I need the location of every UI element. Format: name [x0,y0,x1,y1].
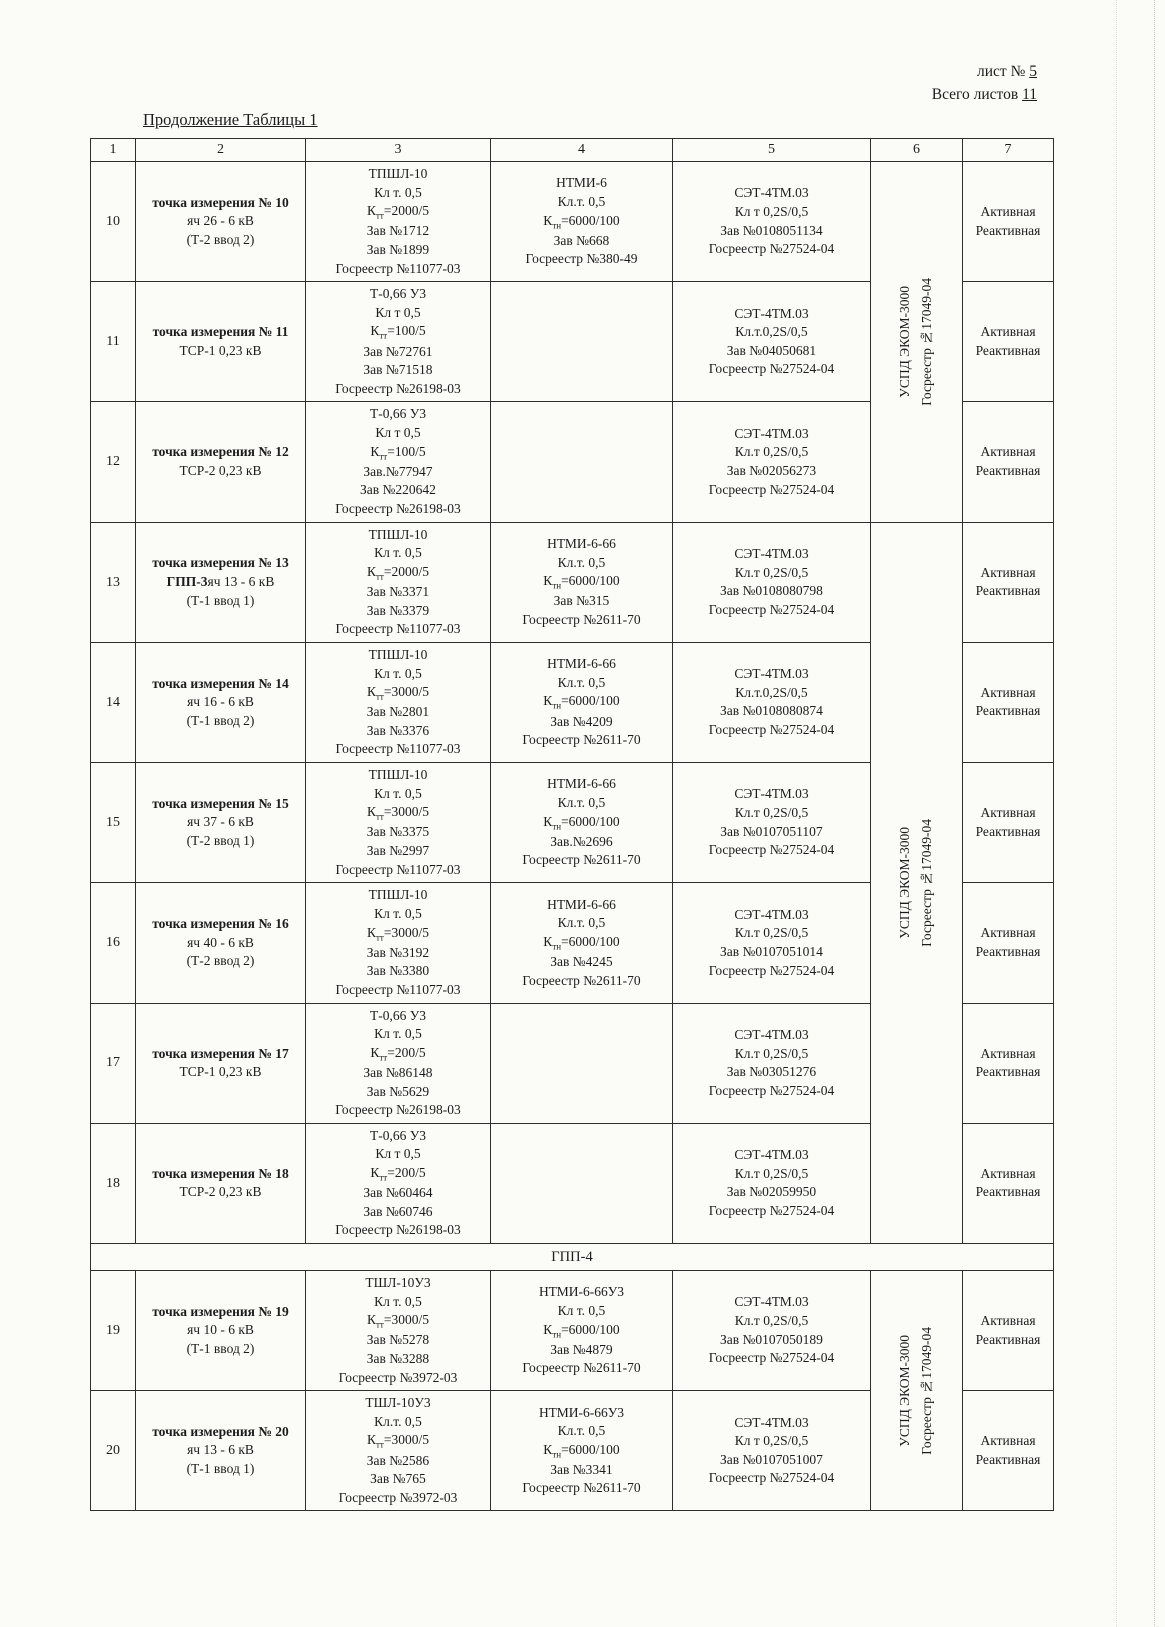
energy-type-cell: Активная Реактивная [963,763,1054,883]
current-transformer-cell: ТШЛ-10У3 Кл т. 0,5 $К_{тт}=3000/5$ Зав №5278 Зав №3288 Госреестр №3972-03 [306,1270,491,1390]
meter-cell: СЭТ-4ТМ.03 Кл т 0,2S/0,5 Зав №0107051007 Госреестр №27524-04 [673,1391,871,1511]
voltage-transformer-cell [491,1003,673,1123]
current-transformer-cell: ТПШЛ-10 Кл т. 0,5 $К_{тт}=3000/5$ Зав №3192 Зав №3380 Госреестр №11077-03 [306,883,491,1003]
current-transformer-cell: Т-0,66 У3 Кл т 0,5 $К_{тт}=200/5$ Зав №60464 Зав №60746 Госреестр №26198-03 [306,1123,491,1243]
energy-type-cell: Активная Реактивная [963,402,1054,522]
row-number-cell: 19 [91,1270,136,1390]
voltage-transformer-cell: НТМИ-6-66 Кл.т. 0,5 $К_{тн}=6000/100$ Зав №4209 Госреестр №2611-70 [491,642,673,762]
measurement-point-cell: точка измерения № 11 ТСР-1 0,23 кВ [136,282,306,402]
row-number-cell: 14 [91,642,136,762]
table-row [91,1270,1054,1390]
voltage-transformer-cell [491,1123,673,1243]
column-number-header: 1 [91,139,136,162]
energy-type-cell: Активная Реактивная [963,883,1054,1003]
sheet-info [932,60,1037,107]
column-number-header: 4 [491,139,673,162]
meter-cell: СЭТ-4ТМ.03 Кл.т 0,2S/0,5 Зав №02059950 Госреестр №27524-04 [673,1123,871,1243]
measurement-point-cell: точка измерения № 12 ТСР-2 0,23 кВ [136,402,306,522]
measurement-table [90,138,1054,1511]
uspd-registry-label: Госреестр №17049-04 [919,277,934,406]
voltage-transformer-cell: НТМИ-6-66 Кл.т. 0,5 $К_{тн}=6000/100$ Зав №315 Госреестр №2611-70 [491,522,673,642]
meter-cell: СЭТ-4ТМ.03 Кл.т 0,2S/0,5 Зав №0107051014 Госреестр №27524-04 [673,883,871,1003]
current-transformer-cell: ТШЛ-10У3 Кл.т. 0,5 $К_{тт}=3000/5$ Зав №2586 Зав №765 Госреестр №3972-03 [306,1391,491,1511]
scan-artifact-line [1116,0,1117,1627]
uspd-cell [871,522,963,1243]
table-body [91,162,1054,1511]
table-title-text: Продолжение Таблицы 1 [143,110,318,129]
meter-cell: СЭТ-4ТМ.03 Кл.т 0,2S/0,5 Зав №0107051107 Госреестр №27524-04 [673,763,871,883]
current-transformer-cell: ТПШЛ-10 Кл т. 0,5 $К_{тт}=2000/5$ Зав №1712 Зав №1899 Госреестр №11077-03 [306,162,491,282]
scan-artifact-line [1154,0,1155,1627]
uspd-registry-label: Госреестр №17049-04 [919,1326,934,1455]
current-transformer-cell: Т-0,66 У3 Кл т 0,5 $К_{тт}=100/5$ Зав.№77947 Зав №220642 Госреестр №26198-03 [306,402,491,522]
energy-type-cell: Активная Реактивная [963,522,1054,642]
uspd-registry-label: Госреестр №17049-04 [919,818,934,947]
meter-cell: СЭТ-4ТМ.03 Кл.т 0,2S/0,5 Зав №0107050189 Госреестр №27524-04 [673,1270,871,1390]
voltage-transformer-cell: НТМИ-6-66 Кл.т. 0,5 $К_{тн}=6000/100$ Зав №4245 Госреестр №2611-70 [491,883,673,1003]
sheet-number: 5 [1029,63,1037,80]
column-number-row [91,139,1054,162]
table-row [91,522,1054,642]
energy-type-cell: Активная Реактивная [963,1391,1054,1511]
energy-type-cell: Активная Реактивная [963,642,1054,762]
measurement-point-cell: точка измерения № 10 яч 26 - 6 кВ (Т-2 ввод 2) [136,162,306,282]
section-row [91,1243,1054,1270]
measurement-point-cell: точка измерения № 15 яч 37 - 6 кВ (Т-2 ввод 1) [136,763,306,883]
uspd-device-label: УСПД ЭКОМ-3000 [897,285,913,398]
column-number-header: 5 [673,139,871,162]
measurement-point-cell: точка измерения № 17 ТСР-1 0,23 кВ [136,1003,306,1123]
table-title [143,110,318,130]
table-row [91,162,1054,282]
meter-cell: СЭТ-4ТМ.03 Кл.т.0,2S/0,5 Зав №04050681 Госреестр №27524-04 [673,282,871,402]
meter-cell: СЭТ-4ТМ.03 Кл.т 0,2S/0,5 Зав №0108080798 Госреестр №27524-04 [673,522,871,642]
column-number-header: 2 [136,139,306,162]
total-sheets-label: Всего листов [931,86,1019,104]
row-number-cell: 15 [91,763,136,883]
measurement-point-cell: точка измерения № 16 яч 40 - 6 кВ (Т-2 ввод 2) [136,883,306,1003]
energy-type-cell: Активная Реактивная [963,162,1054,282]
row-number-cell: 18 [91,1123,136,1243]
current-transformer-cell: Т-0,66 У3 Кл т 0,5 $К_{тт}=100/5$ Зав №72761 Зав №71518 Госреестр №26198-03 [306,282,491,402]
row-number-cell: 11 [91,282,136,402]
current-transformer-cell: Т-0,66 У3 Кл т. 0,5 $К_{тт}=200/5$ Зав №86148 Зав №5629 Госреестр №26198-03 [306,1003,491,1123]
current-transformer-cell: ТПШЛ-10 Кл т. 0,5 $К_{тт}=3000/5$ Зав №2801 Зав №3376 Госреестр №11077-03 [306,642,491,762]
measurement-point-cell: точка измерения № 20 яч 13 - 6 кВ (Т-1 ввод 1) [136,1391,306,1511]
column-number-header: 3 [306,139,491,162]
current-transformer-cell: ТПШЛ-10 Кл т. 0,5 $К_{тт}=2000/5$ Зав №3371 Зав №3379 Госреестр №11077-03 [306,522,491,642]
measurement-point-cell: точка измерения № 19 яч 10 - 6 кВ (Т-1 ввод 2) [136,1270,306,1390]
meter-cell: СЭТ-4ТМ.03 Кл.т 0,2S/0,5 Зав №02056273 Госреестр №27524-04 [673,402,871,522]
column-number-header: 7 [963,139,1054,162]
row-number-cell: 17 [91,1003,136,1123]
total-sheets-line [932,83,1037,106]
section-header: ГПП-4 [91,1243,1054,1270]
voltage-transformer-cell: НТМИ-6-66 Кл.т. 0,5 $К_{тн}=6000/100$ Зав.№2696 Госреестр №2611-70 [491,763,673,883]
energy-type-cell: Активная Реактивная [963,1123,1054,1243]
uspd-device-label: УСПД ЭКОМ-3000 [897,1334,913,1447]
voltage-transformer-cell [491,402,673,522]
measurement-point-cell: точка измерения № 18 ТСР-2 0,23 кВ [136,1123,306,1243]
total-sheets-number: 11 [1022,86,1037,104]
meter-cell: СЭТ-4ТМ.03 Кл.т 0,2S/0,5 Зав №03051276 Госреестр №27524-04 [673,1003,871,1123]
energy-type-cell: Активная Реактивная [963,282,1054,402]
uspd-cell [871,162,963,523]
sheet-label: лист № [977,63,1026,80]
uspd-device-label: УСПД ЭКОМ-3000 [897,826,913,939]
voltage-transformer-cell: НТМИ-6-66У3 Кл т. 0,5 $К_{тн}=6000/100$ Зав №4879 Госреестр №2611-70 [491,1270,673,1390]
energy-type-cell: Активная Реактивная [963,1270,1054,1390]
row-number-cell: 12 [91,402,136,522]
row-number-cell: 16 [91,883,136,1003]
current-transformer-cell: ТПШЛ-10 Кл т. 0,5 $К_{тт}=3000/5$ Зав №3375 Зав №2997 Госреестр №11077-03 [306,763,491,883]
measurement-point-cell: точка измерения № 14 яч 16 - 6 кВ (Т-1 ввод 2) [136,642,306,762]
meter-cell: СЭТ-4ТМ.03 Кл.т.0,2S/0,5 Зав №0108080874 Госреестр №27524-04 [673,642,871,762]
voltage-transformer-cell [491,282,673,402]
column-number-header: 6 [871,139,963,162]
row-number-cell: 20 [91,1391,136,1511]
sheet-number-line [932,60,1037,83]
measurement-point-cell: точка измерения № 13 ГПП-3яч 13 - 6 кВ (Т-1 ввод 1) [136,522,306,642]
voltage-transformer-cell: НТМИ-6 Кл.т. 0,5 $К_{тн}=6000/100$ Зав №668 Госреестр №380-49 [491,162,673,282]
meter-cell: СЭТ-4ТМ.03 Кл т 0,2S/0,5 Зав №0108051134 Госреестр №27524-04 [673,162,871,282]
voltage-transformer-cell: НТМИ-6-66У3 Кл.т. 0,5 $К_{тн}=6000/100$ Зав №3341 Госреестр №2611-70 [491,1391,673,1511]
energy-type-cell: Активная Реактивная [963,1003,1054,1123]
uspd-cell [871,1270,963,1510]
row-number-cell: 10 [91,162,136,282]
row-number-cell: 13 [91,522,136,642]
